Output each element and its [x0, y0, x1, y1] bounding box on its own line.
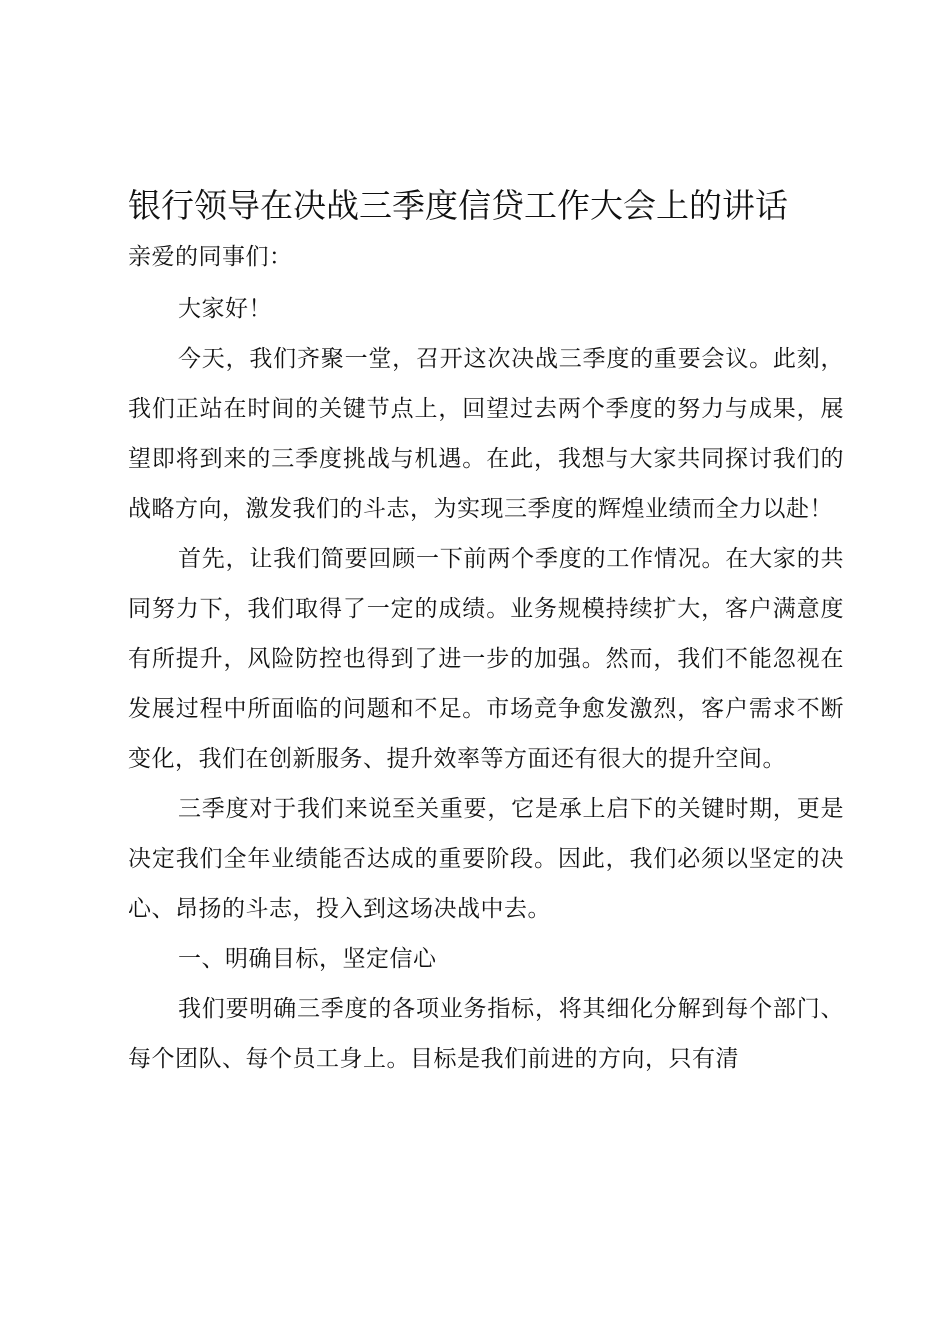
salutation: 亲爱的同事们：: [128, 244, 293, 270]
greeting: 大家好！: [178, 296, 272, 322]
section-heading: 一、明确目标，坚定信心: [178, 946, 437, 972]
document-content: [128, 180, 844, 1084]
paragraph-goals: 我们要明确三季度的各项业务指标，将其细化分解到每个部门、每个团队、每个员工身上。目标是我们前进的方向，只有清: [128, 996, 844, 1072]
paragraph-review: 首先，让我们简要回顾一下前两个季度的工作情况。在大家的共同努力下，我们取得了一定的成绩。业务规模持续扩大，客户满意度有所提升，风险防控也得到了进一步的加强。然而，我们不能忽视在发展过程中所面临的问题和不足。市场竞争愈发激烈，客户需求不断变化，我们在创新服务、提升效率等方面还有很大的提升空间。: [128, 546, 844, 772]
document-title: 银行领导在决战三季度信贷工作大会上的讲话: [128, 186, 788, 225]
paragraph-opening: 今天，我们齐聚一堂，召开这次决战三季度的重要会议。此刻，我们正站在时间的关键节点上，回望过去两个季度的努力与成果，展望即将到来的三季度挑战与机遇。在此，我想与大家共同探讨我们的战略方向，激发我们的斗志，为实现三季度的辉煌业绩而全力以赴！: [128, 346, 844, 522]
paragraph-importance: 三季度对于我们来说至关重要，它是承上启下的关键时期，更是决定我们全年业绩能否达成的重要阶段。因此，我们必须以坚定的决心、昂扬的斗志，投入到这场决战中去。: [128, 796, 844, 922]
